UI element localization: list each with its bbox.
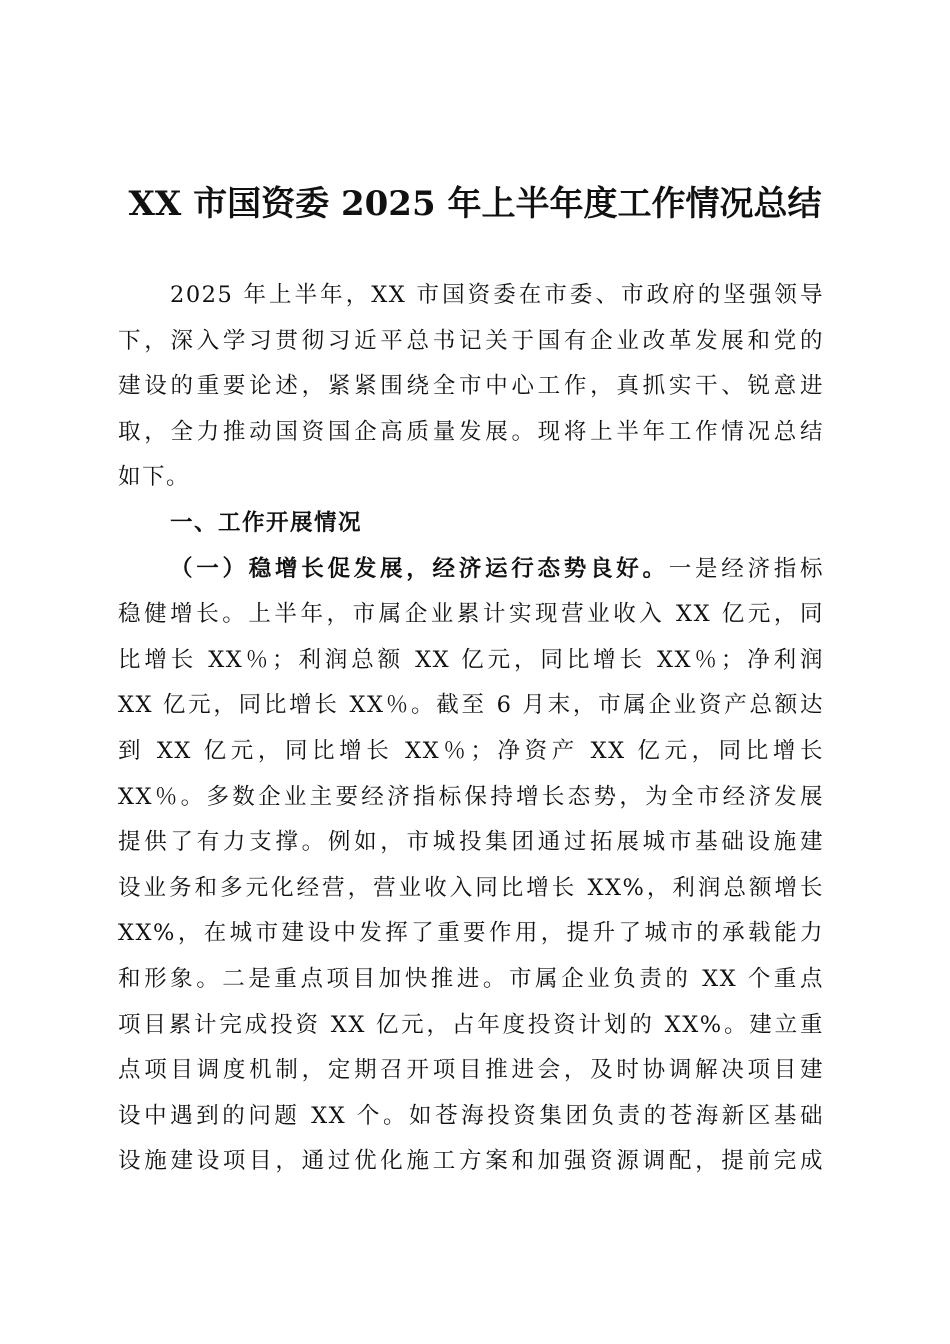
document-body: [118, 273, 824, 1185]
intro-line: 取，全力推动国资国企高质量发展。现将上半年工作情况总结: [118, 418, 824, 445]
intro-line: 2025 年上半年，XX 市国资委在市委、市政府的坚强领导: [170, 282, 824, 308]
body-line: 点项目调度机制，定期召开项目推进会，及时协调解决项目建: [118, 1057, 824, 1084]
body-line: 到 XX 亿元，同比增长 XX％；净资产 XX 亿元，同比增长: [118, 737, 824, 764]
subsection-first-line: [118, 547, 824, 593]
intro-line: 下，深入学习贯彻习近平总书记关于国有企业改革发展和党的: [118, 327, 824, 354]
document-title: XX 市国资委 2025 年上半年度工作情况总结: [128, 184, 822, 224]
body-line: 提供了有力支撑。例如，市城投集团通过拓展城市基础设施建: [118, 829, 824, 856]
body-line: XX 亿元，同比增长 XX％。截至 6 月末，市属企业资产总额达: [118, 692, 824, 719]
section-heading: 一、工作开展情况: [170, 509, 363, 536]
body-line: 设施建设项目，通过优化施工方案和加强资源调配，提前完成: [118, 1148, 824, 1175]
intro-line: 建设的重要论述，紧紧围绕全市中心工作，真抓实干、锐意进: [118, 373, 824, 400]
body-line: 项目累计完成投资 XX 亿元，占年度投资计划的 XX%。建立重: [118, 1011, 824, 1038]
body-line: 和形象。二是重点项目加快推进。市属企业负责的 XX 个重点: [118, 965, 824, 992]
body-line: 比增长 XX％；利润总额 XX 亿元，同比增长 XX％；净利润: [118, 646, 824, 673]
body-line: XX％。多数企业主要经济指标保持增长态势，为全市经济发展: [118, 783, 824, 810]
subsection-first-line-rest: 一是经济指标: [668, 555, 824, 582]
body-line: 设业务和多元化经营，营业收入同比增长 XX%，利润总额增长: [118, 874, 824, 901]
body-line: XX%，在城市建设中发挥了重要作用，提升了城市的承载能力: [118, 920, 824, 947]
intro-line: 如下。: [118, 464, 191, 491]
subsection-heading: （一）稳增长促发展，经济运行态势良好。: [170, 555, 669, 582]
body-line: 设中遇到的问题 XX 个。如苍海投资集团负责的苍海新区基础: [118, 1102, 824, 1129]
body-line: 稳健增长。上半年，市属企业累计实现营业收入 XX 亿元，同: [118, 601, 824, 628]
